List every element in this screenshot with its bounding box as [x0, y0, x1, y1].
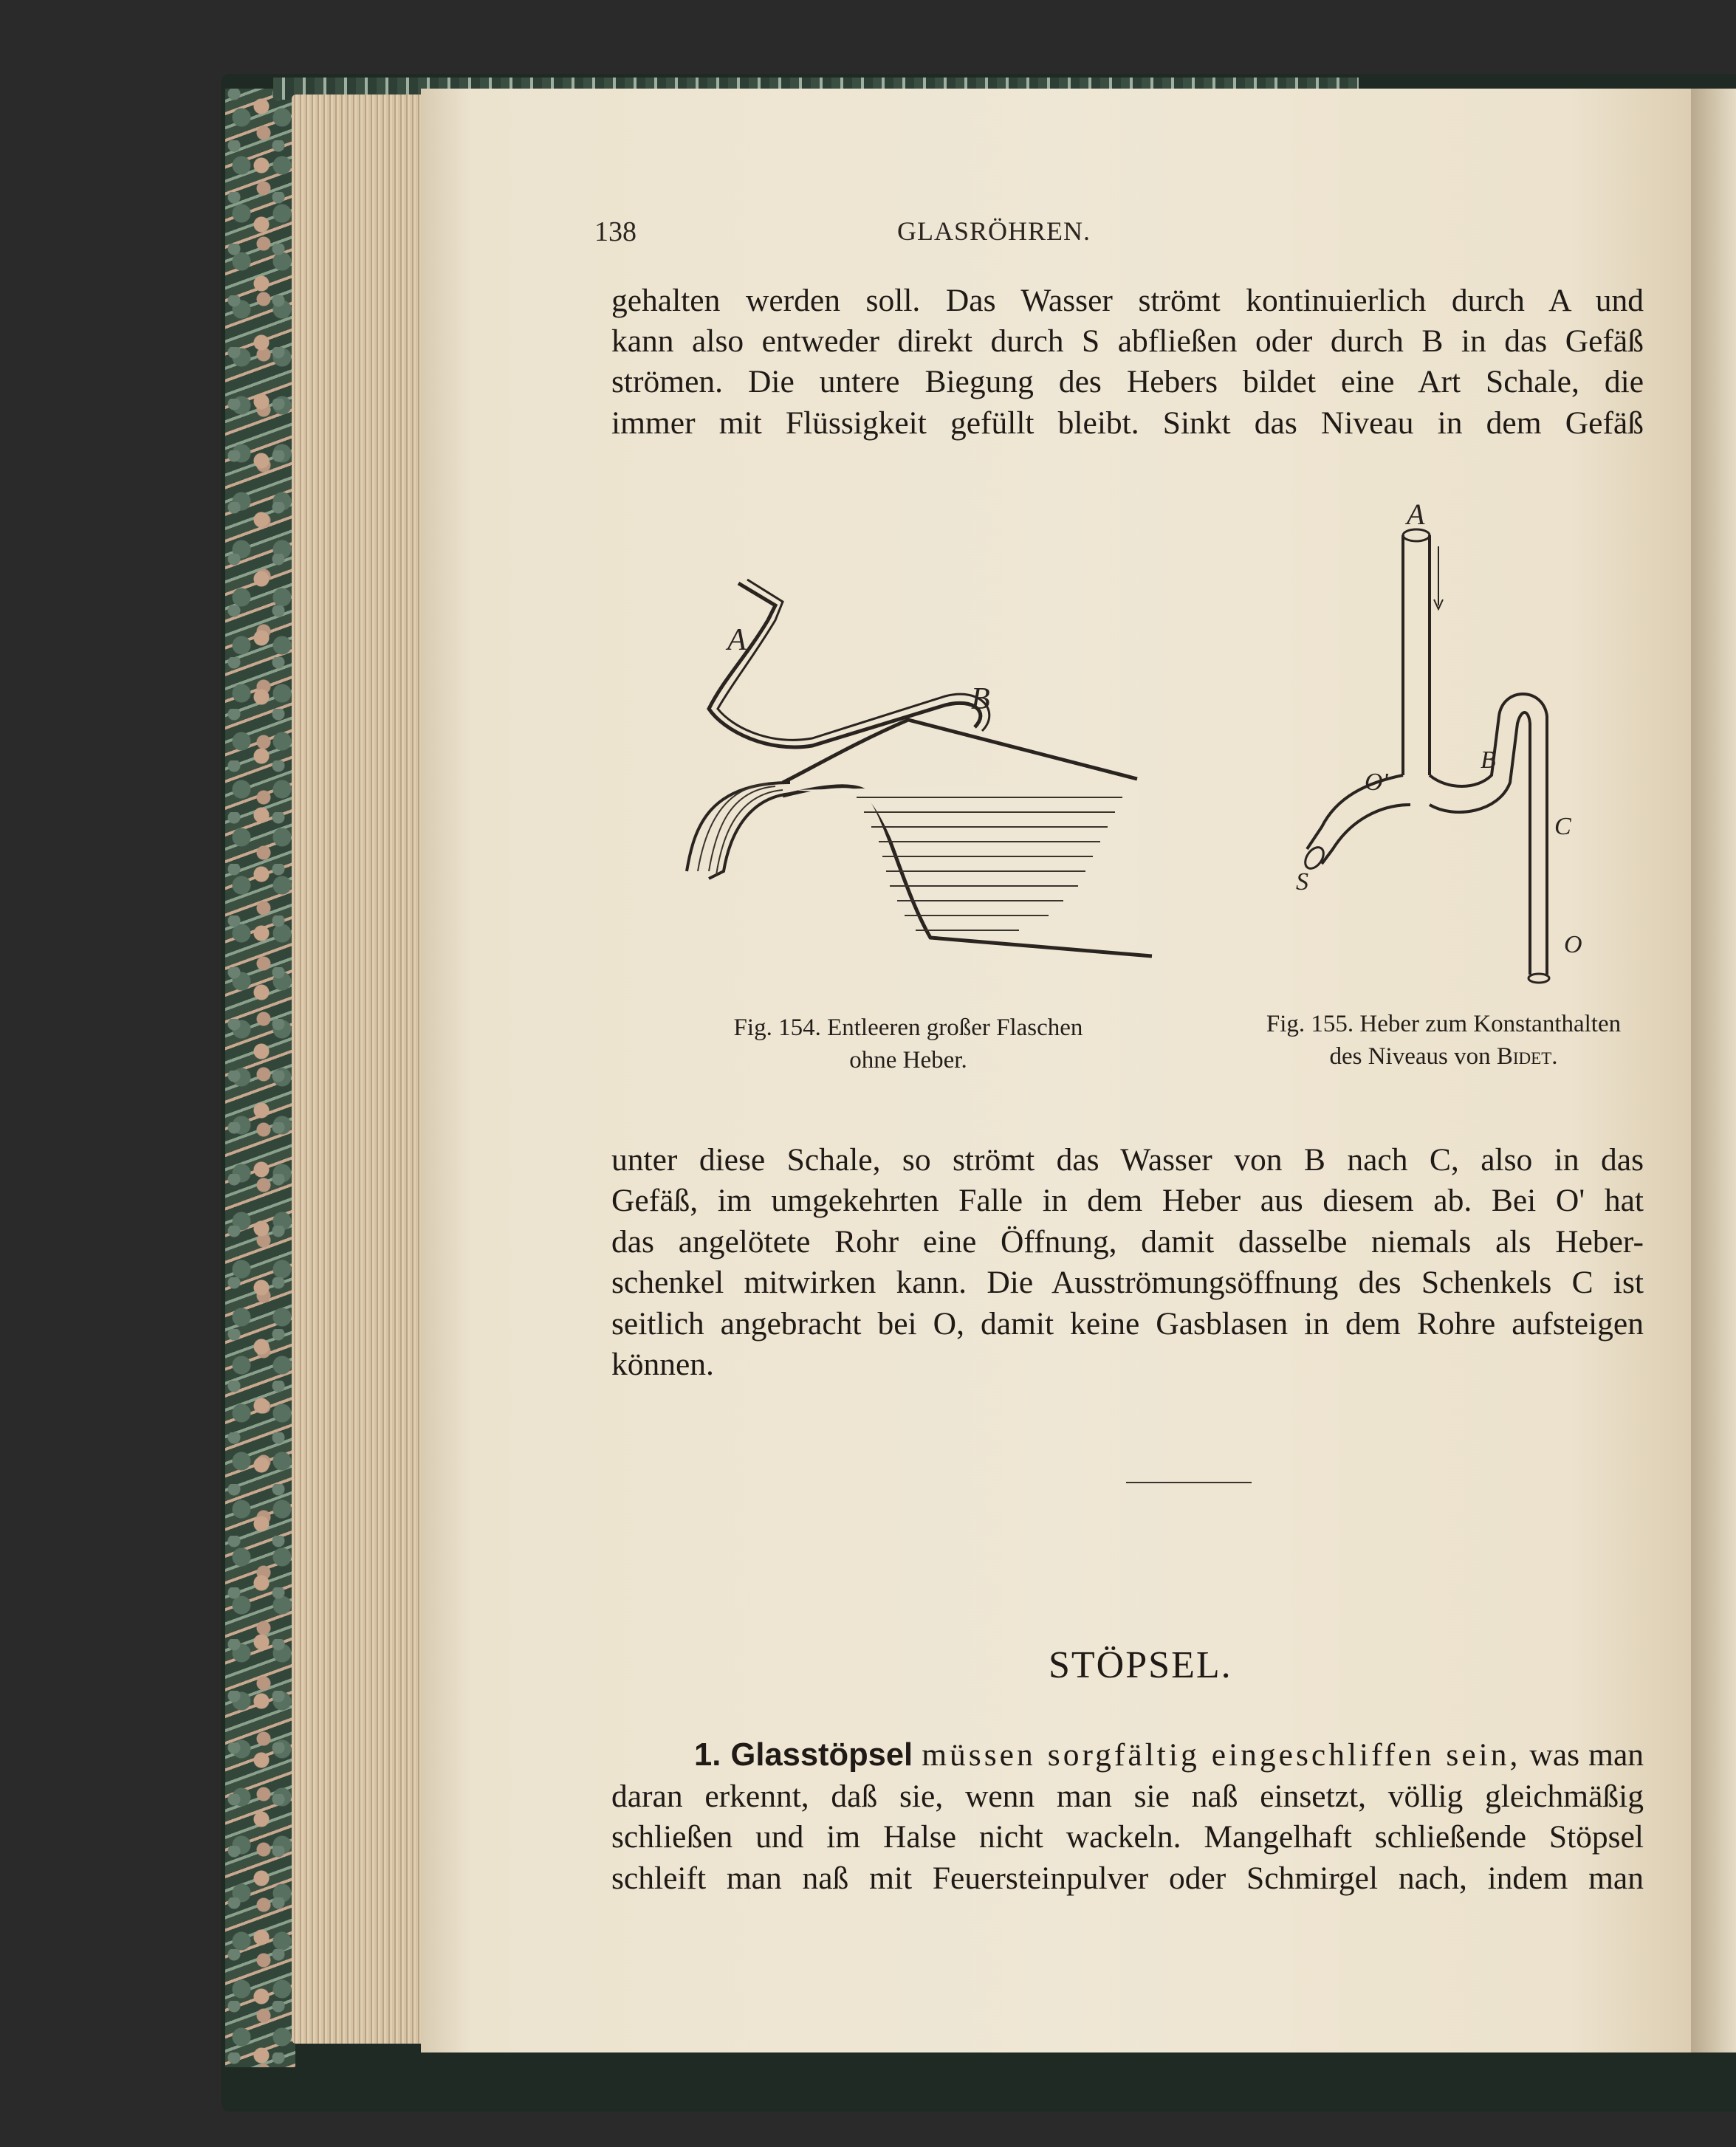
text-line: strömen. Die untere Biegung des Hebers bildet eine Art Schale, die [611, 364, 1644, 399]
text-line: seitlich angebracht bei O, damit keine Gasblasen in dem Rohre aufsteigen [611, 1306, 1644, 1342]
term-heading: 1. Glasstöpsel [694, 1737, 913, 1773]
section-first-line [694, 1735, 1644, 1776]
fig155-label-a: A [1407, 502, 1425, 531]
page-leaves [292, 95, 439, 2044]
fig154-label-a: A [727, 623, 747, 657]
running-title: GLASRÖHREN. [897, 216, 1091, 246]
emphasis-text: müssen sorgfältig eingeschliffen sein, [922, 1737, 1521, 1773]
fig155-label-b: B [1481, 746, 1496, 774]
text-line: können. [611, 1347, 714, 1382]
figure-154 [665, 561, 1181, 975]
fig154-caption [679, 1011, 1137, 1076]
text-line: schleift man naß mit Feuersteinpulver oder Schmirgel nach, indem man [611, 1861, 1644, 1896]
page-number: 138 [594, 216, 637, 247]
text-line: immer mit Flüssigkeit gefüllt bleibt. Sinkt das Niveau in dem Gefäß [611, 405, 1644, 441]
text-line: daran erkennt, daß sie, wenn man sie naß einsetzt, völlig gleichmäßig [611, 1779, 1644, 1814]
fig155-label-s: S [1296, 868, 1308, 896]
marbled-edge [225, 89, 295, 2067]
author-name: Bidet. [1496, 1043, 1558, 1070]
facing-page-edge [1691, 89, 1736, 2052]
caption-text: des Niveaus von [1329, 1043, 1497, 1070]
text-line: kann also entweder direkt durch S abfließen oder durch B in das Gefäß [611, 323, 1644, 359]
text-line: das angelötete Rohr eine Öffnung, damit dasselbe niemals als Heber- [611, 1224, 1644, 1260]
caption-line [1222, 1040, 1665, 1073]
caption-line: Fig. 154. Entleeren großer Flaschen [733, 1014, 1083, 1041]
section-title: STÖPSEL. [1049, 1644, 1232, 1686]
fig155-label-c: C [1554, 813, 1571, 840]
fig155-caption [1222, 1008, 1665, 1073]
caption-line: ohne Heber. [849, 1047, 967, 1074]
text-line: schließen und im Halse nicht wackeln. Mangelhaft schließende Stöpsel [611, 1819, 1644, 1855]
text-line: Gefäß, im umgekehrten Falle in dem Heber aus diesem ab. Bei O' hat [611, 1183, 1644, 1218]
fig155-label-o-prime: O' [1365, 769, 1388, 796]
fig154-label-b: B [971, 682, 990, 716]
text-line: gehalten werden soll. Das Wasser strömt kontinuierlich durch A und [611, 283, 1644, 318]
text-fragment: was man [1520, 1737, 1644, 1773]
caption-line: Fig. 155. Heber zum Konstanthalten [1266, 1011, 1622, 1037]
figure-155 [1255, 502, 1625, 989]
fig155-label-o: O [1564, 931, 1582, 958]
text-line: unter diese Schale, so strömt das Wasser von B nach C, also in das [611, 1142, 1644, 1178]
section-divider [1126, 1482, 1252, 1483]
text-line: schenkel mitwirken kann. Die Ausströmungsöffnung des Schenkels C ist [611, 1265, 1644, 1300]
